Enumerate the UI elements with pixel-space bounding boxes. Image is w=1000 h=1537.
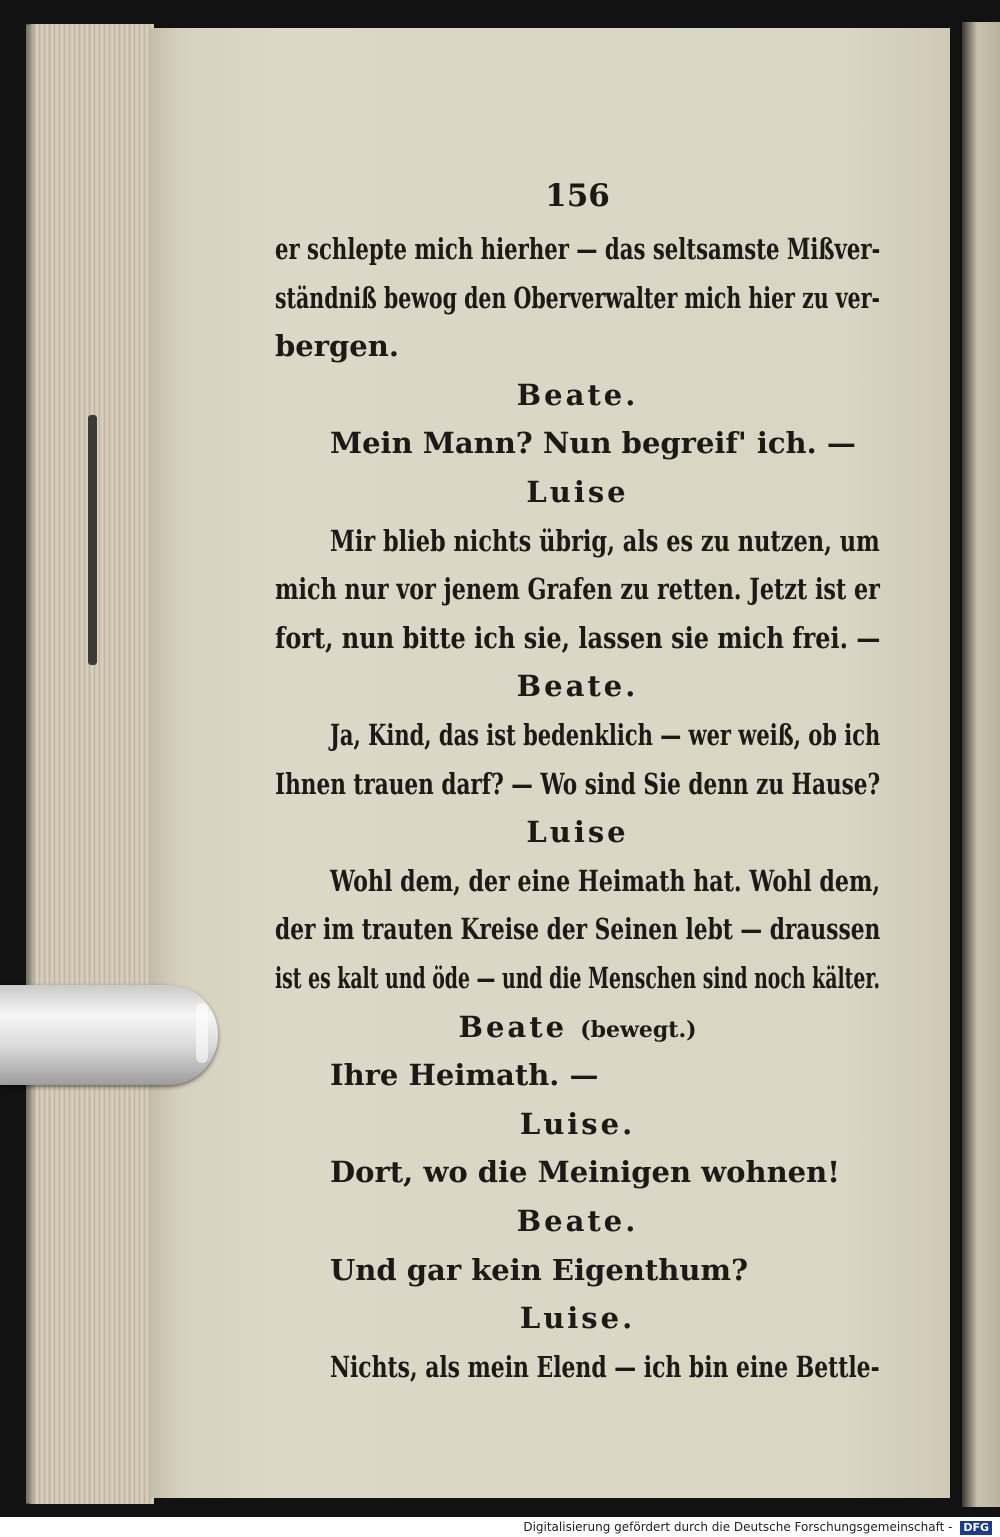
speaker-name [275,815,880,849]
text-line: fort, nun bitte ich sie, lassen sie mich frei. — [275,620,881,655]
stage-direction: (bewegt.) [580,1016,697,1043]
text-line: er schlepte mich hierher — das seltsamste Mißver- [275,232,881,266]
footer [523,1517,992,1537]
text-line: der im trauten Kreise der Seinen lebt — draussen [275,912,881,947]
speaker-label: Luise [526,815,629,850]
next-page-edge [962,22,1000,1507]
text-line: Ihre Heimath. — [330,1058,599,1093]
speaker-name [275,669,880,703]
text-line: Ja, Kind, das ist bedenklich — wer weiß, ob ich [330,718,881,752]
text-line: Wohl dem, der eine Heimath hat. Wohl dem, [330,863,881,898]
text-line: bergen. [275,329,399,364]
edge-mark [88,415,97,665]
speaker-label: Beate [458,1009,568,1044]
text-line: Mein Mann? Nun begreif' ich. — [330,426,856,461]
text-line: Dort, wo die Meinigen wohnen! [330,1155,840,1190]
text-line: Mir blieb nichts übrig, als es zu nutzen, um [330,523,880,558]
speaker-name [275,475,880,509]
text-line: ständniß bewog den Oberverwalter mich hier zu ver- [275,280,880,315]
text-line: ist es kalt und öde — und die Menschen sind noch kälter. [275,961,881,995]
speaker-label: Beate. [516,669,639,704]
speaker-label: Luise [526,475,629,509]
speaker-name [275,1204,880,1238]
dfg-logo: DFG [960,1521,992,1535]
text-line: Nichts, als mein Elend — ich bin eine Bettle- [330,1349,880,1384]
text-line: mich nur vor jenem Grafen zu retten. Jetzt ist er [275,572,880,607]
page-holder-clip [0,985,218,1085]
speaker-label: Beate. [516,377,639,412]
speaker-name [275,378,880,412]
text-line: Und gar kein Eigenthum? [330,1252,749,1287]
speaker-label: Luise. [519,1106,636,1141]
book-page-edges [26,24,154,1504]
page-number: 156 [545,178,610,214]
speaker-name [275,1010,880,1044]
text-line: Ihnen trauen darf? — Wo sind Sie denn zu Hause? [275,766,881,801]
speaker-name [275,1107,880,1141]
speaker-name [275,1301,880,1335]
speaker-label: Beate. [516,1204,639,1238]
footer-text: Digitalisierung gefördert durch die Deutsche Forschungsgemeinschaft - [523,1520,953,1534]
speaker-label: Luise. [519,1301,636,1336]
